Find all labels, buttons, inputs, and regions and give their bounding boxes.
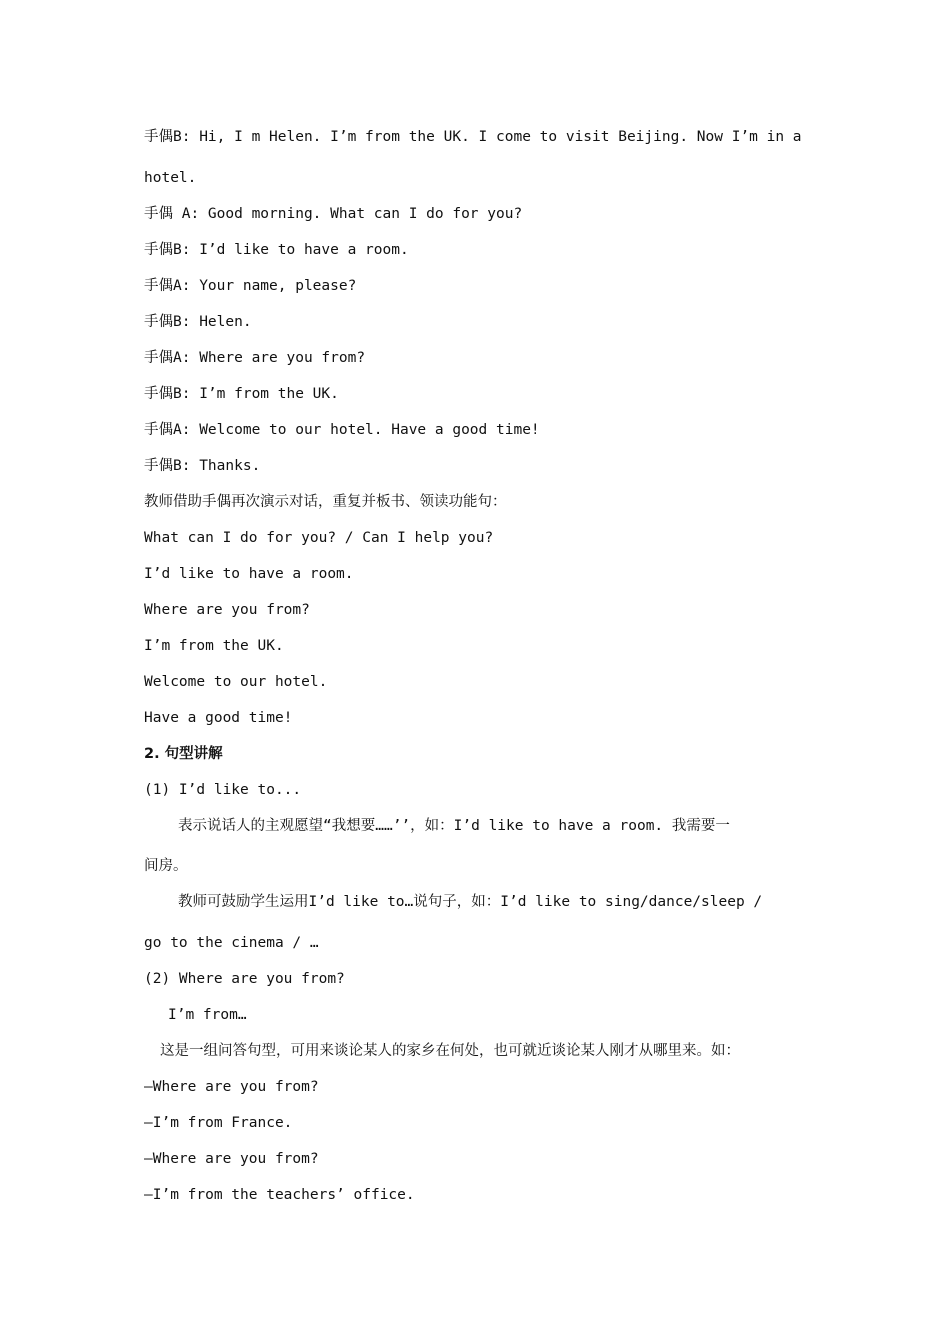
teacher-instruction: 教师借助手偶再次演示对话，重复并板书、领读功能句： (144, 494, 507, 510)
dialogue-line-a-name: 手偶A: Your name, please? (144, 278, 357, 294)
dialogue-line-a-where: 手偶A: Where are you from? (144, 350, 366, 366)
dialogue-line-b-uk: 手偶B: I’m from the UK. (144, 386, 339, 402)
function-sentence-5: Welcome to our hotel. (144, 674, 328, 690)
example-question-1: —Where are you from? (144, 1079, 319, 1095)
pattern-1-practice: 教师可鼓励学生运用I’d like to…说句子，如：I’d like to sing/dance/sleep / (178, 894, 763, 910)
function-sentence-4: I’m from the UK. (144, 638, 284, 654)
pattern-2-answer: I’m from… (168, 1007, 247, 1023)
function-sentence-6: Have a good time! (144, 710, 293, 726)
dialogue-line-a-welcome: 手偶A: Welcome to our hotel. Have a good time! (144, 422, 540, 438)
example-question-2: —Where are you from? (144, 1151, 319, 1167)
pattern-1-explanation-cont: 间房。 (144, 858, 188, 874)
dialogue-line-b-room: 手偶B: I’d like to have a room. (144, 242, 409, 258)
function-sentence-3: Where are you from? (144, 602, 310, 618)
example-answer-2: —I’m from the teachers’ office. (144, 1187, 415, 1203)
pattern-1-explanation: 表示说话人的主观愿望“我想要……’’，如：I’d like to have a room. 我需要一 (178, 818, 730, 834)
dialogue-line-b-intro-cont: hotel. (144, 170, 197, 186)
pattern-2-heading: (2) Where are you from? (144, 971, 345, 987)
pattern-1-practice-cont: go to the cinema / … (144, 935, 319, 951)
dialogue-line-b-thanks: 手偶B: Thanks. (144, 458, 261, 474)
dialogue-line-a-greeting: 手偶 A: Good morning. What can I do for you? (144, 206, 523, 222)
example-answer-1: —I’m from France. (144, 1115, 293, 1131)
pattern-1-heading: (1) I’d like to... (144, 782, 302, 798)
section-heading: 2. 句型讲解 (144, 746, 223, 762)
dialogue-line-b-helen: 手偶B: Helen. (144, 314, 252, 330)
function-sentence-2: I’d like to have a room. (144, 566, 354, 582)
pattern-2-explanation: 这是一组问答句型，可用来谈论某人的家乡在何处，也可就近谈论某人刚才从哪里来。如： (160, 1043, 740, 1059)
dialogue-line-b-intro: 手偶B: Hi, I m Helen. I’m from the UK. I come to visit Beijing. Now I’m in a (144, 129, 802, 145)
function-sentence-1: What can I do for you? / Can I help you? (144, 530, 494, 546)
